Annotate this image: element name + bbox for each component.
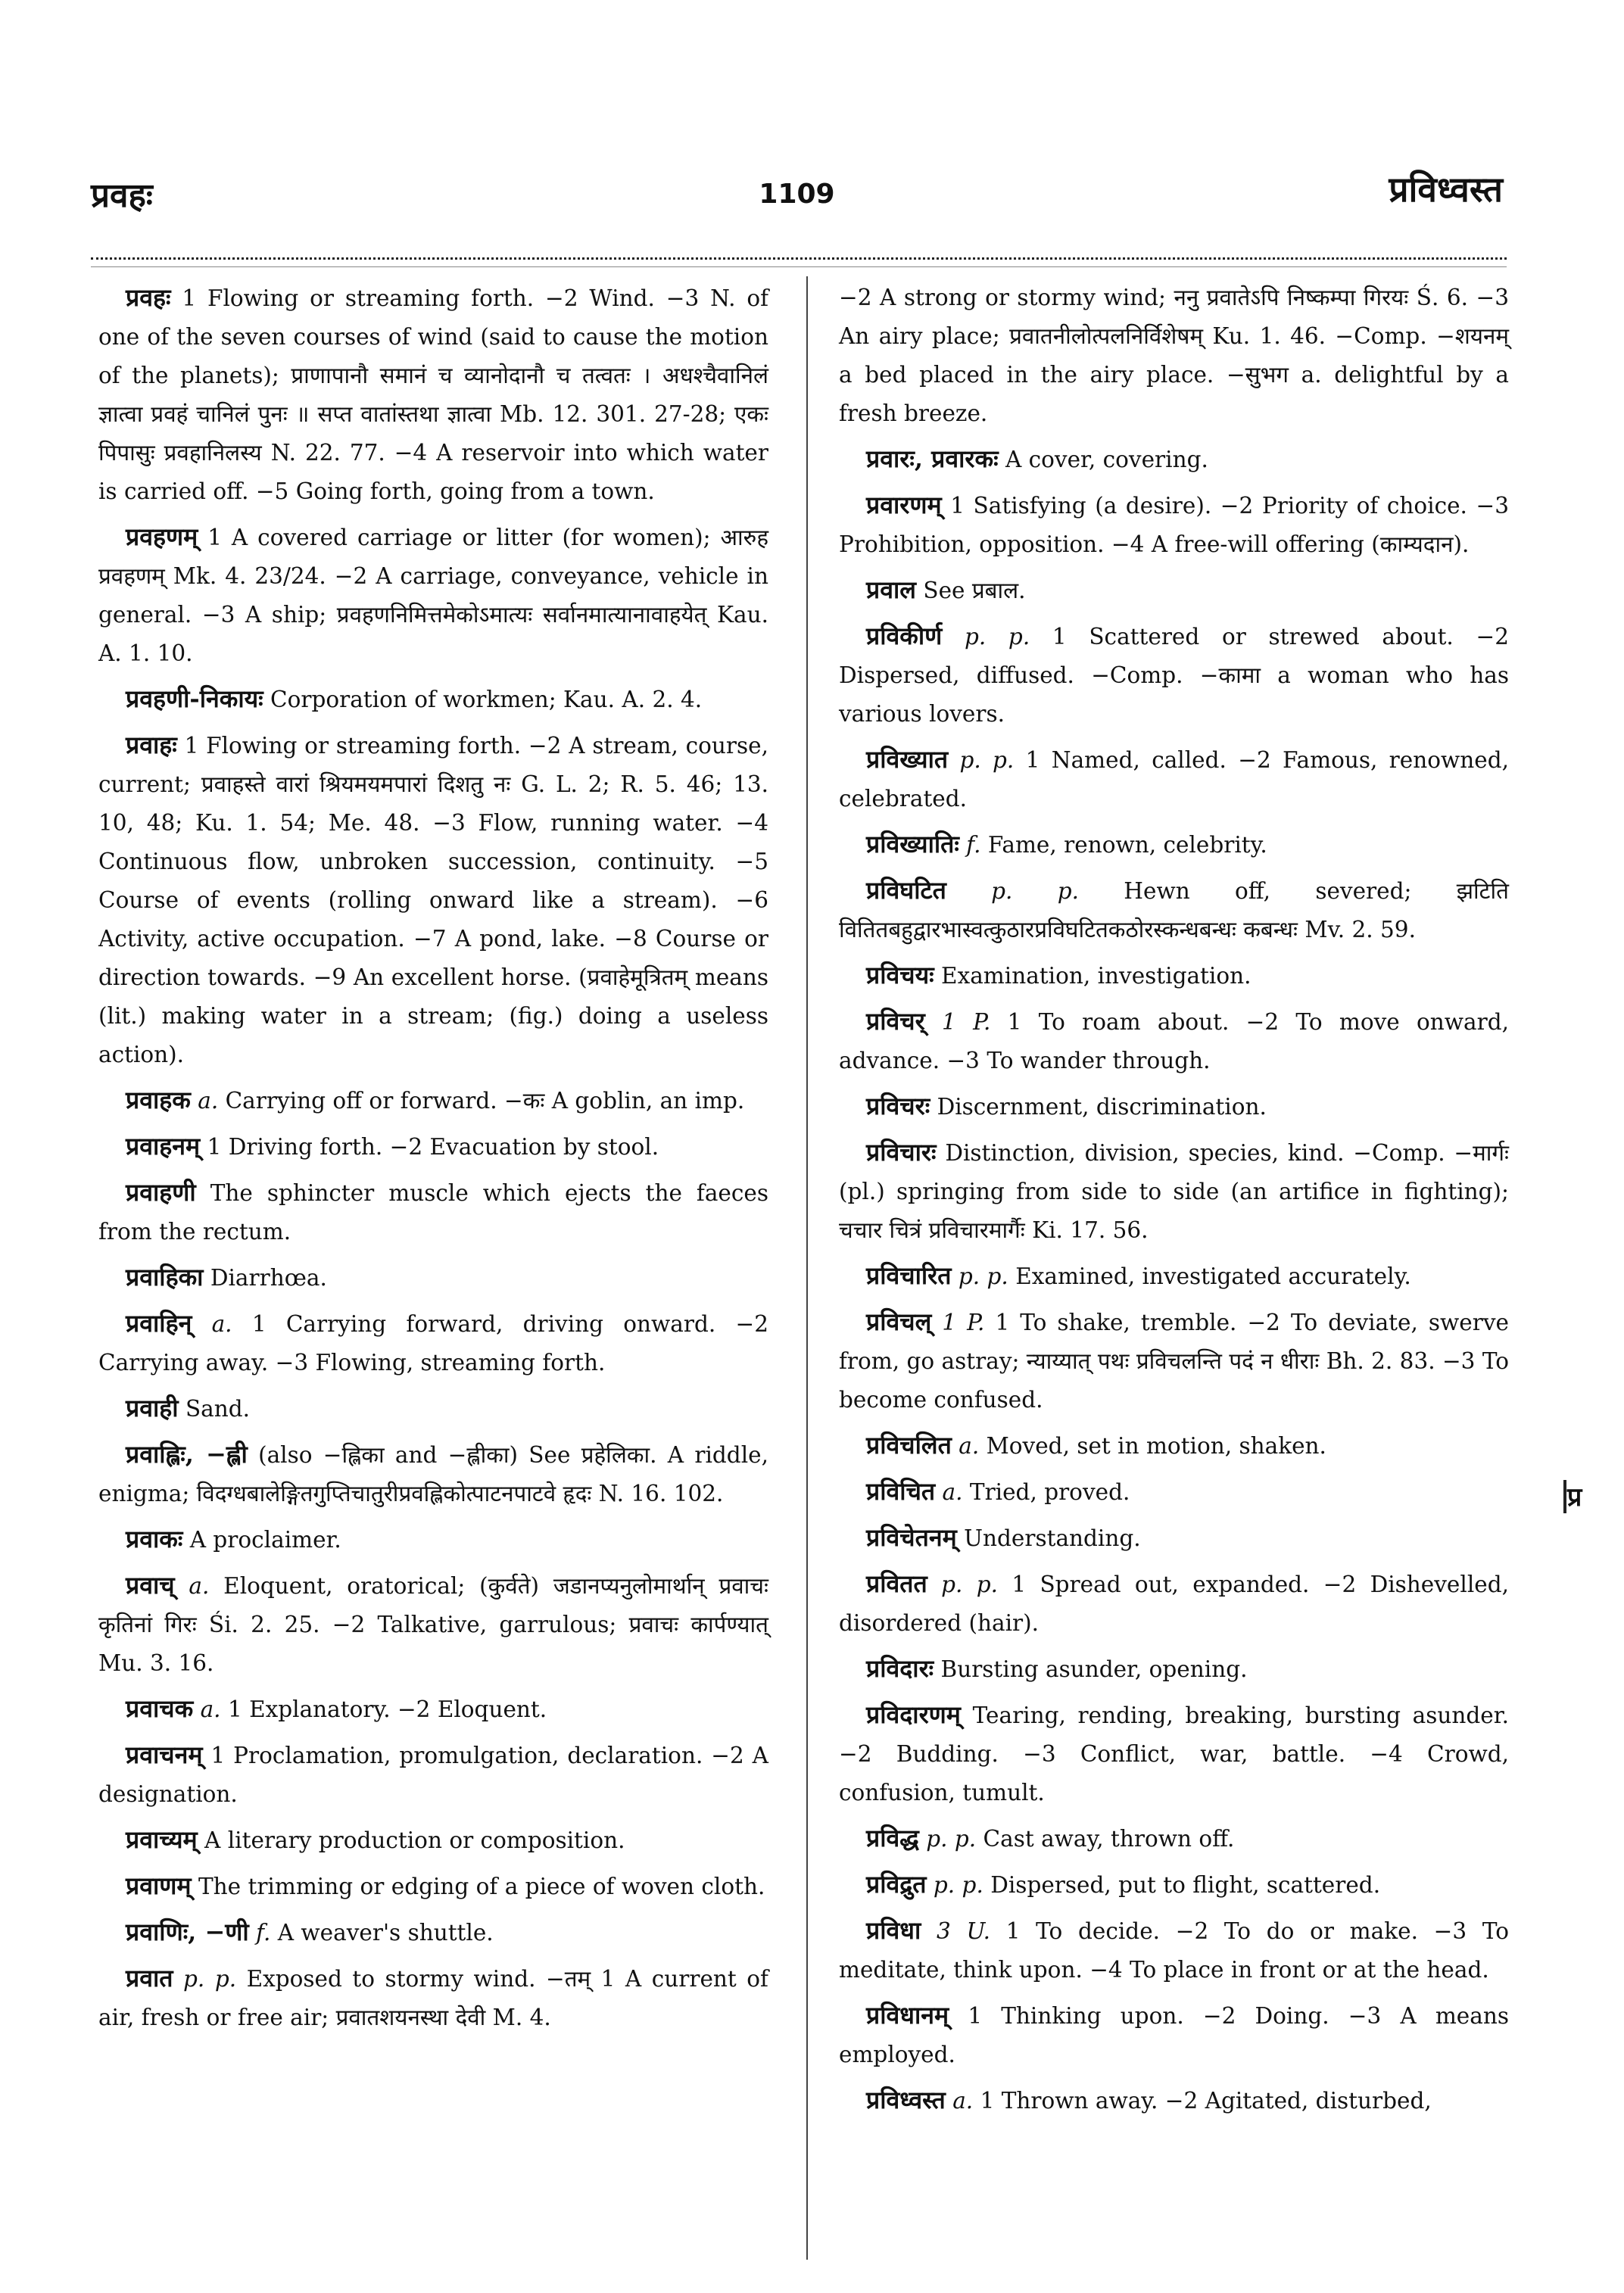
- dictionary-entry: [839, 440, 1509, 479]
- entry-headword: प्रविचरः: [866, 1092, 930, 1120]
- entry-headword: प्रवारणम्: [866, 491, 942, 519]
- entry-grammar: 1 P.: [942, 1009, 991, 1035]
- entry-grammar: 3 U.: [936, 1918, 990, 1944]
- entry-grammar: p. p.: [926, 1826, 977, 1852]
- entry-headword: प्रवाचनम्: [126, 1740, 203, 1769]
- entry-definition: Tearing, rending, breaking, bursting asunder. −2 Budding. −3 Conflict, war, battle. −4 Crowd, confusion, tumult.: [839, 1703, 1509, 1805]
- entry-grammar: f.: [256, 1920, 271, 1946]
- entry-definition: 1 Thinking upon. −2 Doing. −3 A means employed.: [839, 2003, 1509, 2067]
- entry-headword: प्रविदारः: [866, 1654, 934, 1683]
- entry-headword: प्रवाचक: [126, 1694, 194, 1723]
- entry-headword: प्रवाच्: [126, 1571, 175, 1600]
- entry-headword: प्रवितत: [866, 1569, 927, 1598]
- entry-headword: प्रवाह्लिः, −ह्ली: [126, 1440, 248, 1469]
- entry-definition: Distinction, division, species, kind. −Comp. −मार्गः (pl.) springing from side to side (an artifice in fighting); चचार चित्रं प्रविचारमार्गैः Ki. 17. 56.: [839, 1140, 1509, 1243]
- entry-headword: प्रवाही: [126, 1394, 179, 1422]
- entry-definition: A cover, covering.: [1005, 447, 1208, 472]
- entry-definition: The sphincter muscle which ejects the faeces from the rectum.: [98, 1180, 768, 1245]
- dictionary-entry: [98, 1566, 768, 1683]
- entry-headword: प्रवाल: [866, 575, 916, 604]
- header-rule: [91, 257, 1507, 260]
- entry-grammar: a.: [211, 1311, 232, 1337]
- entry-definition: (also −ह्लिका and −ह्लीका) See प्रहेलिका. A riddle, enigma; विदग्धबालेङ्गितगुप्तिचातुरीप्रवह्लिकोत्पाटनपाटवे हृदः N. 16. 102.: [98, 1442, 768, 1506]
- entry-headword: प्रवाहनम्: [126, 1132, 201, 1161]
- entry-definition: Bursting asunder, opening.: [940, 1656, 1248, 1682]
- entry-definition: Sand.: [185, 1396, 251, 1422]
- entry-definition: Eloquent, oratorical; (कुर्वते) जडानप्यनुलोमार्थान् प्रवाचः कृतिनां गिरः Śi. 2. 25. −2 Talkative, garrulous; प्रवाचः कार्पण्यात् Mu. 3. 16.: [98, 1573, 768, 1676]
- dictionary-entry: [98, 1304, 768, 1382]
- entry-definition: 1 A covered carriage or litter (for women); आरुह प्रवहणम् Mk. 4. 23/24. −2 A carriage, conveyance, vehicle in general. −3 A ship; प्रवहणनिमित्तमेकोऽमात्यः सर्वानमात्यानावाहयेत् Kau. A. 1. 10.: [98, 525, 768, 666]
- entry-definition: 1 Scattered or strewed about. −2 Dispersed, diffused. −Comp. −कामा a woman who has various lovers.: [839, 624, 1509, 727]
- entry-grammar: a.: [942, 1479, 963, 1505]
- entry-definition: Examination, investigation.: [941, 963, 1252, 989]
- entry-headword: प्रवाहिका: [126, 1263, 204, 1291]
- dictionary-entry: [839, 1650, 1509, 1689]
- entry-grammar: a.: [198, 1088, 219, 1114]
- dictionary-entry: [839, 279, 1509, 433]
- dictionary-entry: [839, 486, 1509, 564]
- dictionary-entry: [98, 1173, 768, 1251]
- dictionary-entry: [839, 2081, 1509, 2120]
- dictionary-entry: [98, 726, 768, 1074]
- dictionary-entry: [839, 1565, 1509, 1643]
- entry-definition: A proclaimer.: [189, 1527, 341, 1553]
- dictionary-entry: [839, 1911, 1509, 1989]
- entry-headword: प्रवाच्यम्: [126, 1825, 198, 1854]
- entry-grammar: p. p.: [958, 1263, 1008, 1289]
- entry-headword: प्रविचेतनम्: [866, 1523, 957, 1552]
- entry-definition: A literary production or composition.: [204, 1827, 625, 1853]
- entry-definition: Moved, set in motion, shaken.: [986, 1433, 1326, 1459]
- entry-headword: प्रविद्रुत: [866, 1870, 927, 1899]
- entry-headword: प्रवाणम्: [126, 1871, 192, 1900]
- entry-definition: A weaver's shuttle.: [277, 1920, 494, 1946]
- dictionary-entry: [98, 1736, 768, 1814]
- thumb-index-label: प्र: [1567, 1482, 1582, 1513]
- left-running-headword: प्रवहः: [91, 176, 153, 215]
- entry-definition: Exposed to stormy wind. −तम् 1 A current of air, fresh or free air; प्रवातशयनस्था देवी M. 4.: [98, 1966, 768, 2030]
- entry-definition: See प्रबाल.: [923, 578, 1026, 603]
- dictionary-entry: [98, 1913, 768, 1952]
- dictionary-entry: [98, 518, 768, 673]
- dictionary-entry: [839, 1426, 1509, 1466]
- dictionary-entry: [839, 1257, 1509, 1296]
- entry-definition: Tried, proved.: [969, 1479, 1130, 1505]
- entry-headword: प्रविचारः: [866, 1138, 937, 1167]
- entry-grammar: a.: [959, 1433, 980, 1459]
- column-divider: [806, 276, 808, 2260]
- dictionary-entry: [839, 1996, 1509, 2074]
- dictionary-entry: [839, 825, 1509, 865]
- entry-headword: प्रवाहणी: [126, 1178, 196, 1207]
- dictionary-entry: [98, 1520, 768, 1559]
- entry-definition: 1 Satisfying (a desire). −2 Priority of choice. −3 Prohibition, opposition. −4 A free-will offering (काम्यदान).: [839, 493, 1509, 557]
- dictionary-entry: [839, 1133, 1509, 1250]
- dictionary-entry: [98, 279, 768, 511]
- entry-headword: प्रवाहः: [126, 731, 177, 759]
- entry-headword: प्रविधानम्: [866, 2001, 949, 2030]
- entry-headword: प्रविचलित: [866, 1431, 952, 1460]
- entry-definition: Examined, investigated accurately.: [1015, 1263, 1411, 1289]
- dictionary-entry: [98, 1959, 768, 2037]
- dictionary-entry: [98, 1690, 768, 1729]
- dictionary-entry: [839, 1519, 1509, 1558]
- entry-grammar: a.: [200, 1696, 221, 1722]
- entry-headword: प्रवहः: [126, 283, 171, 312]
- entry-definition: −2 A strong or stormy wind; ननु प्रवातेऽपि निष्कम्पा गिरयः Ś. 6. −3 An airy place; प्रवातनीलोत्पलनिर्विशेषम् Ku. 1. 46. −Comp. −शयनम् a bed placed in the airy place. −सुभग a. delightful by a fresh breeze.: [839, 285, 1509, 426]
- entry-headword: प्रविधा: [866, 1916, 921, 1945]
- entry-grammar: a.: [189, 1573, 210, 1599]
- entry-definition: Carrying off or forward. −कः A goblin, an imp.: [225, 1088, 745, 1114]
- entry-grammar: p. p.: [941, 1572, 998, 1597]
- dictionary-entry: [98, 1435, 768, 1513]
- dictionary-entry: [839, 1303, 1509, 1419]
- dictionary-entry: [839, 1002, 1509, 1080]
- entry-definition: 1 Driving forth. −2 Evacuation by stool.: [207, 1134, 659, 1160]
- entry-headword: प्रविचारित: [866, 1261, 952, 1290]
- dictionary-entry: [98, 1389, 768, 1428]
- entry-headword: प्रवाणिः, −णी: [126, 1918, 249, 1946]
- entry-definition: The trimming or edging of a piece of woven cloth.: [198, 1874, 765, 1899]
- entry-definition: 1 Flowing or streaming forth. −2 Wind. −3 N. of one of the seven courses of wind (said to cause the motion of the planets); प्राणापानौ समानं च व्यानोदानौ च तत्वतः । अधश्चैवानिलं ज्ञात्वा प्रवहं चानिलं पुनः ॥ सप्त वातांस्तथा ज्ञात्वा Mb. 12. 301. 27-28; एकः पिपासुः प्रवहानिलस्य N. 22. 77. −4 A reservoir into which water is carried off. −5 Going forth, going from a town.: [98, 285, 769, 504]
- dictionary-entry: [98, 680, 768, 719]
- entry-grammar: p. p.: [959, 747, 1015, 773]
- page-header: [91, 165, 1503, 233]
- entry-grammar: p. p.: [933, 1872, 983, 1898]
- dictionary-entry: [98, 1258, 768, 1298]
- entry-definition: Dispersed, put to flight, scattered.: [990, 1872, 1381, 1898]
- dictionary-entry: [839, 571, 1509, 610]
- entry-headword: प्रविचर्: [866, 1007, 925, 1036]
- dictionary-entry: [98, 1867, 768, 1906]
- entry-definition: 1 Explanatory. −2 Eloquent.: [227, 1696, 547, 1722]
- entry-headword: प्रवाकः: [126, 1525, 183, 1553]
- entry-headword: प्रविघटित: [866, 876, 946, 905]
- entry-definition: Diarrhœa.: [210, 1265, 327, 1291]
- entry-definition: 1 Flowing or streaming forth. −2 A stream, course, current; प्रवाहस्ते वारां श्रियमयमपारां दिशतु नः G. L. 2; R. 5. 46; 13. 10, 48; Ku. 1. 54; Me. 48. −3 Flow, running water. −4 Continuous flow, unbroken succession, continuity. −5 Course of events (rolling onward like a stream). −6 Activity, active occupation. −7 A pond, lake. −8 Course or direction towards. −9 An excellent horse. (प्रवाहेमूत्रितम् means (lit.) making water in a stream; (fig.) doing a useless action).: [98, 733, 768, 1067]
- entry-headword: प्रवाहक: [126, 1086, 191, 1114]
- entry-headword: प्रविख्यात: [866, 745, 949, 774]
- dictionary-entry: [839, 1472, 1509, 1512]
- dictionary-entry: [98, 1821, 768, 1860]
- entry-headword: प्रविचयः: [866, 961, 934, 989]
- entry-headword: प्रविदारणम्: [866, 1700, 961, 1729]
- entry-headword: प्रविचल्: [866, 1307, 932, 1336]
- dictionary-entry: [839, 956, 1509, 995]
- entry-headword: प्रविध्वस्त: [866, 2086, 946, 2114]
- entry-headword: प्रवहणी-निकायः: [126, 684, 263, 713]
- left-column: [98, 279, 768, 2044]
- dictionary-entry: [839, 1087, 1509, 1126]
- entry-headword: प्रवहणम्: [126, 522, 198, 551]
- entry-definition: Understanding.: [964, 1525, 1141, 1551]
- dictionary-entry: [839, 1819, 1509, 1858]
- entry-headword: प्रवात: [126, 1964, 173, 1992]
- entry-definition: Discernment, discrimination.: [937, 1094, 1267, 1120]
- entry-definition: Corporation of workmen; Kau. A. 2. 4.: [270, 687, 703, 712]
- entry-definition: 1 Spread out, expanded. −2 Dishevelled, disordered (hair).: [839, 1572, 1509, 1636]
- dictionary-entry: [98, 1081, 768, 1120]
- entry-grammar: 1 P.: [942, 1310, 985, 1335]
- entry-definition: 1 Named, called. −2 Famous, renowned, celebrated.: [839, 747, 1509, 812]
- entry-headword: प्रविख्यातिः: [866, 830, 959, 858]
- entry-definition: 1 To roam about. −2 To move onward, advance. −3 To wander through.: [839, 1009, 1509, 1073]
- entry-definition: 1 To shake, tremble. −2 To deviate, swerve from, go astray; न्याय्यात् पथः प्रविचलन्ति पदं न धीराः Bh. 2. 83. −3 To become confused.: [839, 1310, 1509, 1413]
- dictionary-entry: [839, 1696, 1509, 1812]
- dictionary-entry: [839, 740, 1509, 818]
- entry-definition: 1 To decide. −2 To do or make. −3 To meditate, think upon. −4 To place in front or at the head.: [839, 1918, 1509, 1983]
- entry-headword: प्रविद्ध: [866, 1824, 919, 1852]
- dictionary-entry: [839, 1865, 1509, 1905]
- entry-definition: Hewn off, severed; झटिति वितितबहुद्वारभास्वत्कुठारप्रविघटितकठोरस्कन्धबन्धः कबन्धः Mv. 2. 59.: [839, 878, 1509, 942]
- entry-grammar: p. p.: [964, 624, 1030, 650]
- entry-headword: प्रवारः, प्रवारकः: [866, 444, 999, 473]
- entry-definition: 1 Proclamation, promulgation, declaration. −2 A designation.: [98, 1743, 768, 1807]
- dictionary-entry: [839, 871, 1509, 949]
- entry-headword: प्रविकीर्ण: [866, 622, 943, 650]
- entry-grammar: p. p.: [991, 878, 1079, 904]
- entry-grammar: a.: [952, 2088, 974, 2114]
- entry-definition: 1 Thrown away. −2 Agitated, disturbed,: [980, 2088, 1432, 2114]
- right-column: [839, 279, 1509, 2127]
- entry-grammar: f.: [966, 832, 981, 858]
- header-rule-thin: [91, 266, 1507, 267]
- right-running-headword: प्रविध्वस्त: [1389, 169, 1503, 210]
- entry-grammar: p. p.: [183, 1966, 237, 1992]
- dictionary-entry: [839, 617, 1509, 734]
- entry-definition: Fame, renown, celebrity.: [987, 832, 1267, 858]
- entry-headword: प्रवाहिन्: [126, 1309, 192, 1338]
- entry-definition: Cast away, thrown off.: [983, 1826, 1235, 1852]
- entry-definition: 1 Carrying forward, driving onward. −2 Carrying away. −3 Flowing, streaming forth.: [98, 1311, 768, 1375]
- page-number: 1109: [759, 179, 835, 210]
- dictionary-entry: [98, 1127, 768, 1167]
- entry-headword: प्रविचित: [866, 1477, 936, 1506]
